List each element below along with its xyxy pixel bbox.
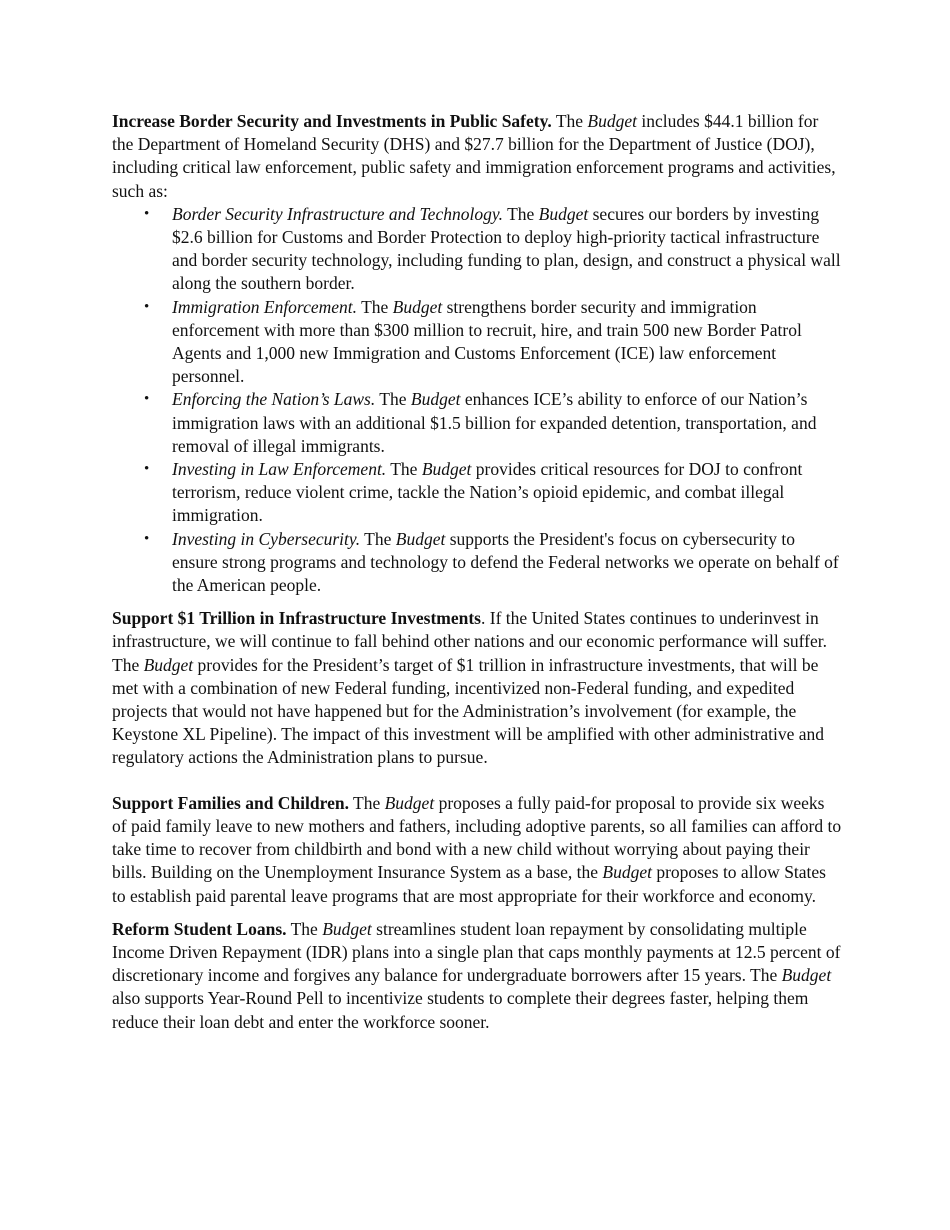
bullet-icon: • [144, 530, 150, 547]
student-loans-paragraph: Reform Student Loans. The Budget streamlines student loan repayment by consolidating multiple Income Driven Repayment (IDR) plans into a single plan that caps monthly payments at 12.5 percent of discretionary income and forgives any balance for undergraduate borrowers after 15 years. The Budget also supports Year-Round Pell to incentivize students to complete their degrees faster, helping them reduce their loan debt and enter the workforce sooner. [112, 918, 841, 1032]
infrastructure-heading: Support $1 Trillion in Infrastructure Investments [112, 608, 481, 629]
families-paragraph: Support Families and Children. The Budget proposes a fully paid-for proposal to provide six weeks of paid family leave to new mothers and fathers, including adoptive parents, so all families can afford to take time to recover from childbirth and bond with a new child without worrying about paying their bills. Building on the Unemployment Insurance System as a base, the Budget proposes to allow States to establish paid parental leave programs that are most appropriate for their workforce and economy. [112, 792, 842, 906]
list-item-title: Border Security Infrastructure and Technology. [172, 203, 504, 224]
document-page [112, 110, 842, 1034]
border-security-list [112, 203, 842, 597]
list-item: • Enforcing the Nation’s Laws. The Budget enhances ICE’s ability to enforce of our Nation’s immigration laws with an additional $1.5 billion for expanded detention, transportation, and removal of illegal immigrants. [144, 389, 817, 456]
list-item-title: Enforcing the Nation’s Laws. [172, 389, 376, 410]
bullet-icon: • [144, 461, 150, 478]
list-item-title: Investing in Cybersecurity. [172, 528, 361, 549]
families-heading: Support Families and Children. [112, 792, 349, 813]
bullet-icon: • [144, 298, 150, 315]
student-loans-heading: Reform Student Loans. [112, 918, 287, 939]
list-item: • Border Security Infrastructure and Technology. The Budget secures our borders by investing $2.6 billion for Customs and Border Protection to deploy high-priority tactical infrastructure and border security technology, including funding to plan, design, and construct a physical wall along the southern border. [144, 203, 841, 294]
bullet-icon: • [144, 391, 150, 408]
list-item: • Immigration Enforcement. The Budget strengthens border security and immigration enforcement with more than $300 million to recruit, hire, and train 500 new Border Patrol Agents and 1,000 new Immigration and Customs Enforcement (ICE) law enforcement personnel. [144, 296, 802, 387]
border-security-heading: Increase Border Security and Investments in Public Safety. [112, 111, 552, 131]
list-item-title: Immigration Enforcement. [172, 296, 358, 317]
list-item: • Investing in Law Enforcement. The Budget provides critical resources for DOJ to confront terrorism, reduce violent crime, tackle the Nation’s opioid epidemic, and combat illegal immigration. [144, 459, 803, 526]
border-security-paragraph: Increase Border Security and Investments in Public Safety. The Budget includes $44.1 billion for the Department of Homeland Security (DHS) and $27.7 billion for the Department of Justice (DOJ), including critical law enforcement, public safety and immigration enforcement programs and activities, such as: [112, 111, 836, 201]
bullet-icon: • [144, 205, 150, 222]
infrastructure-paragraph: Support $1 Trillion in Infrastructure Investments. If the United States continues to underinvest in infrastructure, we will continue to fall behind other nations and our economic performance will suffer. The Budget provides for the President’s target of $1 trillion in infrastructure investments, that will be met with a combination of new Federal funding, incentivized non-Federal funding, and expedited projects that would not have happened but for the Administration’s involvement (for example, the Keystone XL Pipeline). The impact of this investment will be amplified with other administrative and regulatory actions the Administration plans to pursue. [112, 608, 828, 768]
list-item: • Investing in Cybersecurity. The Budget supports the President's focus on cybersecurity to ensure strong programs and technology to defend the Federal networks we operate on behalf of the American people. [144, 528, 839, 596]
list-item-title: Investing in Law Enforcement. [172, 459, 387, 480]
